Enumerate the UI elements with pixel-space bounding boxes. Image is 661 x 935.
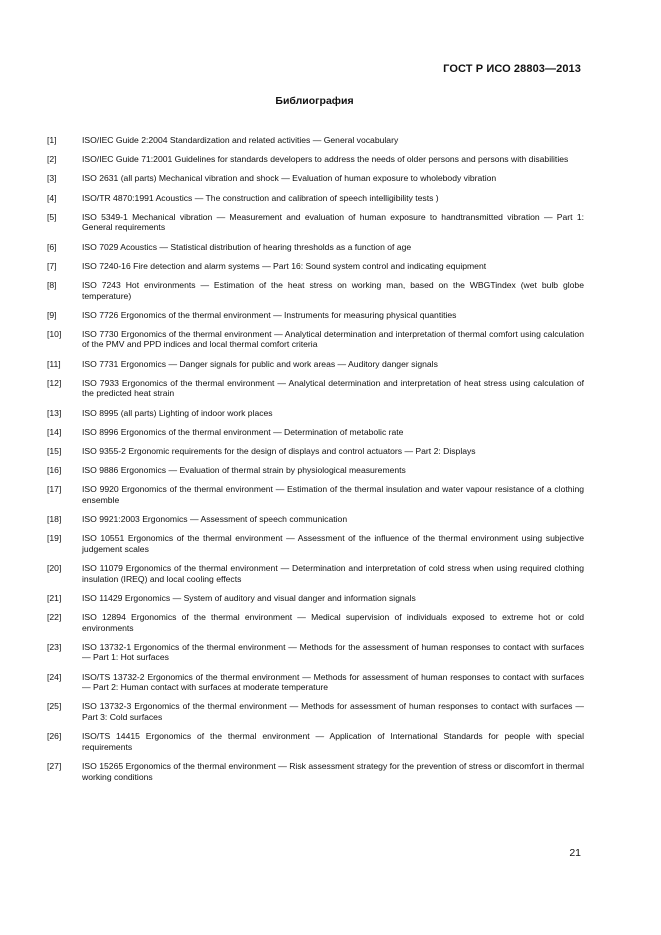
bibliography-entry <box>47 242 584 253</box>
entry-number: [7] <box>47 260 57 271</box>
entry-number: [10] <box>47 328 62 339</box>
entry-text: ISO 7029 Acoustics — Statistical distribution of hearing thresholds as a function of age <box>82 241 412 252</box>
entry-text: ISO 7731 Ergonomics — Danger signals for public and work areas — Auditory danger signals <box>82 358 438 369</box>
bibliography-entry <box>47 261 584 272</box>
entry-text: ISO 2631 (all parts) Mechanical vibration and shock — Evaluation of human exposure to wholebody vibration <box>82 173 497 184</box>
entry-number: [18] <box>47 514 62 525</box>
entry-number: [13] <box>47 407 62 418</box>
entry-text: ISO/TR 4870:1991 Acoustics — The construction and calibration of speech intelligibility tests ) <box>82 192 439 203</box>
entry-number: [16] <box>47 465 62 476</box>
entry-number: [23] <box>47 641 62 652</box>
bibliography-entry <box>47 701 584 722</box>
bibliography-entry <box>47 533 584 554</box>
bibliography-entry <box>47 563 584 584</box>
entry-number: [15] <box>47 446 62 456</box>
entry-number: [11] <box>47 358 61 369</box>
bibliography-entry <box>47 310 584 321</box>
bibliography-entry <box>47 672 584 693</box>
bibliography-entry <box>47 731 584 752</box>
entry-text: ISO/TS 13732-2 Ergonomics of the thermal environment — Methods for assessment of human responses to contact with surfaces — Part 2: Human contact with surfaces at moderate temperature <box>82 671 584 693</box>
entry-text: ISO 7726 Ergonomics of the thermal environment — Instruments for measuring physical quantities <box>82 309 457 320</box>
bibliography-entry <box>47 446 584 457</box>
entry-number: [2] <box>47 154 57 165</box>
entry-text: ISO 11079 Ergonomics of the thermal environment — Determination and interpretation of cold stress when using required clothing insulation (IREQ) and local cooling effects <box>82 563 584 584</box>
entry-number: [9] <box>47 309 57 320</box>
page-number: 21 <box>569 847 581 859</box>
bibliography-entry <box>47 514 584 525</box>
bibliography-entry <box>47 593 584 604</box>
entry-text: ISO 13732-1 Ergonomics of the thermal environment — Methods for the assessment of human responses to contact with surfaces — Part 1: Hot surfaces <box>82 641 584 663</box>
entry-text: ISO 13732-3 Ergonomics of the thermal environment — Methods for assessment of human responses to contact with surfaces — Part 3: Cold surfaces <box>82 701 584 723</box>
bibliography-entry <box>47 642 584 663</box>
entry-text: ISO 7933 Ergonomics of the thermal environment — Analytical determination and interpretation of heat stress using calculation of the predicted heat strain <box>82 377 584 399</box>
bibliography-entry <box>47 359 584 370</box>
entry-number: [27] <box>47 761 62 771</box>
entry-number: [24] <box>47 671 62 682</box>
entry-number: [6] <box>47 241 57 252</box>
entry-number: [20] <box>47 563 62 574</box>
standard-code: ГОСТ Р ИСО 28803—2013 <box>443 63 581 75</box>
entry-number: [3] <box>47 173 57 184</box>
entry-text: ISO 8996 Ergonomics of the thermal environment — Determination of metabolic rate <box>82 426 404 437</box>
entry-number: [19] <box>47 533 62 544</box>
bibliography-entry <box>47 135 584 146</box>
entry-text: ISO 8995 (all parts) Lighting of indoor work places <box>82 407 273 418</box>
bibliography-entry <box>47 378 584 399</box>
bibliography-entry <box>47 761 584 782</box>
entry-number: [22] <box>47 612 62 623</box>
entry-text: ISO 9355-2 Ergonomic requirements for the design of displays and control actuators — Part 2: Displays <box>82 446 476 456</box>
bibliography-entry <box>47 193 584 204</box>
bibliography-entry <box>47 408 584 419</box>
bibliography-entry <box>47 612 584 633</box>
bibliography-entry <box>47 212 584 233</box>
entry-number: [1] <box>47 135 57 145</box>
entry-number: [17] <box>47 484 62 495</box>
bibliography-list <box>47 135 584 791</box>
entry-text: ISO/IEC Guide 2:2004 Standardization and related activities — General vocabulary <box>82 135 399 145</box>
bibliography-entry <box>47 427 584 438</box>
entry-text: ISO 9921:2003 Ergonomics — Assessment of speech communication <box>82 514 348 525</box>
entry-text: ISO 9886 Ergonomics — Evaluation of thermal strain by physiological measurements <box>82 465 406 476</box>
entry-text: ISO 10551 Ergonomics of the thermal environment — Assessment of the influence of the thermal environment using subjective judgement scales <box>82 533 584 554</box>
page-title: Библиография <box>275 95 354 107</box>
entry-text: ISO 11429 Ergonomics — System of auditory and visual danger and information signals <box>82 592 416 603</box>
bibliography-entry <box>47 329 584 350</box>
bibliography-entry <box>47 173 584 184</box>
entry-number: [14] <box>47 426 62 437</box>
entry-number: [5] <box>47 211 57 222</box>
entry-number: [21] <box>47 592 62 603</box>
entry-text: ISO 5349-1 Mechanical vibration — Measurement and evaluation of human exposure to handtransmitted vibration — Part 1: General requirements <box>82 211 584 233</box>
entry-number: [4] <box>47 192 57 203</box>
bibliography-entry <box>47 154 584 165</box>
entry-text: ISO 15265 Ergonomics of the thermal environment — Risk assessment strategy for the prevention of stress or discomfort in thermal working conditions <box>82 761 584 782</box>
entry-text: ISO 12894 Ergonomics of the thermal environment — Medical supervision of individuals exposed to extreme hot or cold environments <box>82 612 584 633</box>
entry-text: ISO 9920 Ergonomics of the thermal environment — Estimation of the thermal insulation and water vapour resistance of a clothing ensemble <box>82 484 584 505</box>
bibliography-entry <box>47 484 584 505</box>
entry-text: ISO 7730 Ergonomics of the thermal environment — Analytical determination and interpretation of thermal comfort using calculation of the PMV and PPD indices and local thermal comfort criteria <box>82 328 584 350</box>
entry-number: [25] <box>47 701 62 712</box>
entry-number: [12] <box>47 377 62 388</box>
entry-text: ISO/TS 14415 Ergonomics of the thermal environment — Application of International Standards for people with special requirements <box>82 731 584 752</box>
bibliography-entry <box>47 465 584 476</box>
entry-text: ISO/IEC Guide 71:2001 Guidelines for standards developers to address the needs of older persons and persons with disabilities <box>82 154 569 165</box>
entry-text: ISO 7243 Hot environments — Estimation of the heat stress on working man, based on the WBGTindex (wet bulb globe temperature) <box>82 279 584 301</box>
bibliography-entry <box>47 280 584 301</box>
entry-number: [8] <box>47 279 57 290</box>
entry-text: ISO 7240-16 Fire detection and alarm systems — Part 16: Sound system control and indicating equipment <box>82 260 487 271</box>
entry-number: [26] <box>47 731 62 742</box>
